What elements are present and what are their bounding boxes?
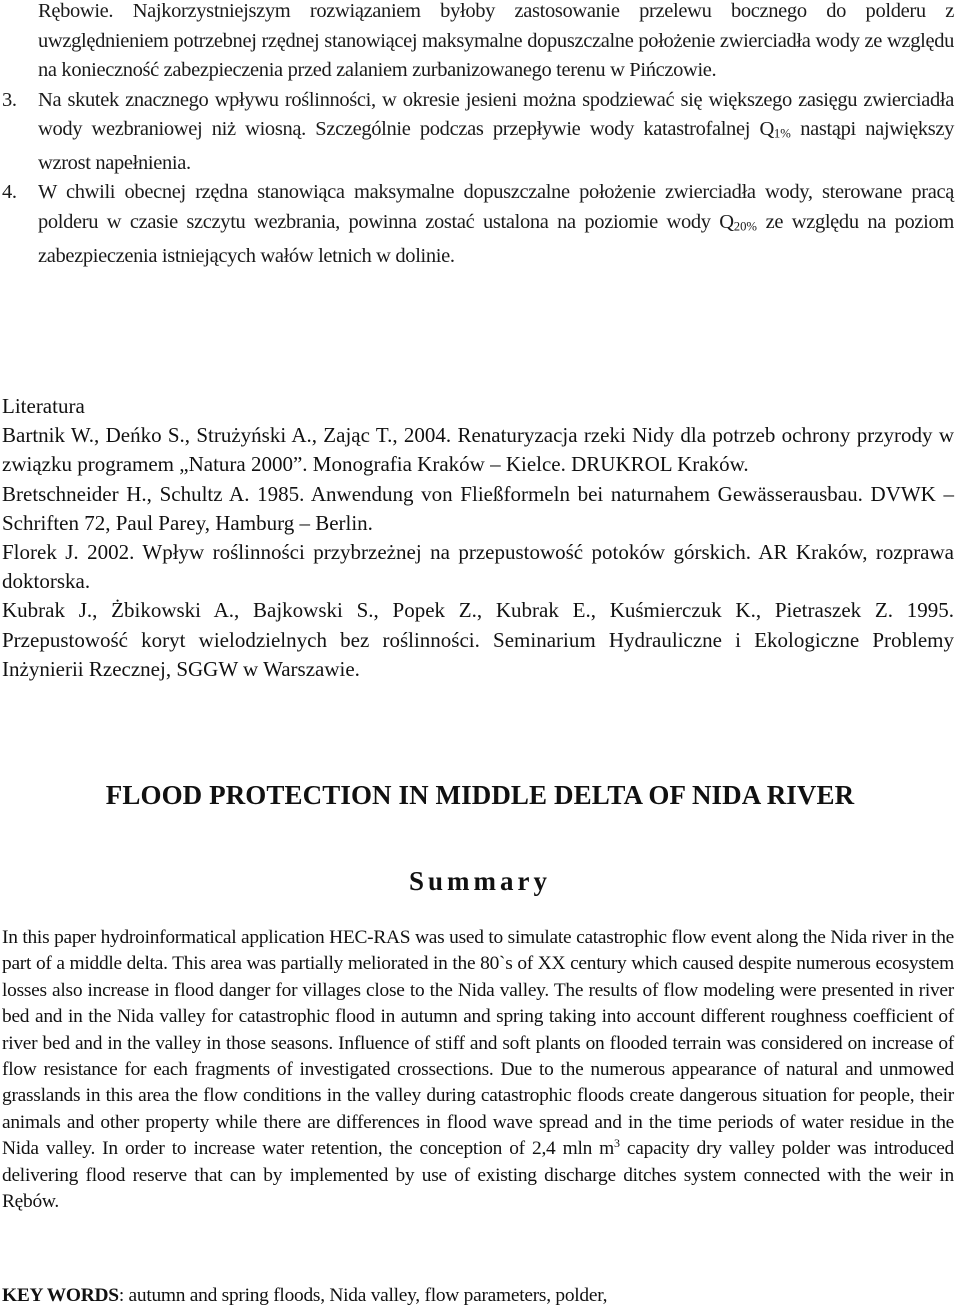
summary-paragraph [2,925,954,1215]
item-number: 3. [2,88,17,111]
subscript: 20% [733,219,758,234]
conclusions-section [2,0,955,271]
summary-text-end: capacity dry valley polder was introduced delivering flood reserve that can by implemented by use of existing discharge ditches system connected with the weir in Rębów. [2,1138,955,1213]
continuation-text: Rębowie. Najkorzystniejszym rozwiązaniem byłoby zastosowanie przelewu bocznego do polderu z uwzględnieniem potrzebnej rzędnej stanowiącej maksymalne dopuszczalne położenie zwierciadła wody ze względu na konieczność zabezpieczenia przed zalaniem zurbanizowanego terenu w Pińczowie. [38,0,954,81]
item-text: W chwili obecnej rzędna stanowiąca maksymalne dopuszczalne położenie zwierciadła wody, sterowane pracą polderu w czasie szczytu wezbrania, powinna zostać ustalona na poziomie wody Q [38,181,954,233]
item-text-end: ze względu na poziom zabezpieczenia istniejących wałów letnich w dolinie. [38,210,954,267]
reference-entry: Bartnik W., Deńko S., Strużyński A., Zając T., 2004. Renaturyzacja rzeki Nidy dla potrzeb ochrony przyrody w związku programem „Natura 2000”. Monografia Kraków – Kielce. DRUKROL Kraków. [2,423,954,477]
summary-text: In this paper hydroinformatical application HEC-RAS was used to simulate catastrophic flow event along the Nida river in the part of a middle delta. This area was partially meliorated in the 80`s of XX century which caused despite numerous ecosystem losses also increase in flood danger for villages close to the Nida valley. The results of flow modeling were presented in river bed and in the Nida valley for catastrophic flood in autumn and spring taking into account different roughness coefficient of river bed and in the valley in those seasons. Influence of stiff and soft plants on flooded terrain was considered on increase of flow resistance for each fragments of investigated crossections. Due to the numerous appearance of natural and unmowed grasslands in this area the flow conditions in the valley during catastrophic floods create dangerous situation for people, their animals and other property while there are differences in flood wave spread and in the time periods of water residue in the Nida valley. In order to increase water retention, the conception of 2,4 mln m [2,927,954,1160]
references-heading: Literatura [2,394,85,418]
references-section [2,392,954,684]
subscript: 1% [773,126,791,141]
reference-entry: Florek J. 2002. Wpływ roślinności przybrzeżnej na przepustowość potoków górskich. AR Kraków, rozprawa doktorska. [2,540,954,594]
conclusion-continuation [38,0,954,86]
conclusion-item-4 [2,178,954,271]
keywords-line [2,1283,954,1309]
item-text-end: nastąpi największy wzrost napełnienia. [38,118,955,174]
reference-entry: Kubrak J., Żbikowski A., Bajkowski S., Popek Z., Kubrak E., Kuśmierczuk K., Pietraszek Z. 1995. Przepustowość koryt wielodzielnych bez roślinności. Seminarium Hydrauliczne i Ekologiczne Problemy Inżynierii Rzecznej, SGGW w Warszawie. [2,598,954,681]
keywords-text: : autumn and spring floods, Nida valley, flow parameters, polder, [118,1285,608,1306]
conclusion-item-3 [2,86,955,179]
summary-section [2,925,954,1215]
superscript: 3 [614,1136,620,1151]
summary-heading: Summary [409,866,551,896]
paper-title: FLOOD PROTECTION IN MIDDLE DELTA OF NIDA RIVER [105,780,855,810]
item-number: 4. [2,181,17,204]
item-text: Na skutek znacznego wpływu roślinności, w okresie jesieni można spodziewać się większego zasięgu zwierciadła wody wezbraniowej niż wiosną. Szczególnie podczas przepływie wody katastrofalnej Q [38,88,954,140]
keywords-label: KEY WORDS [2,1285,119,1306]
reference-entry: Bretschneider H., Schultz A. 1985. Anwendung von Fließformeln bei naturnahem Gewässerausbau. DVWK – Schriften 72, Paul Parey, Hamburg – Berlin. [2,481,954,535]
